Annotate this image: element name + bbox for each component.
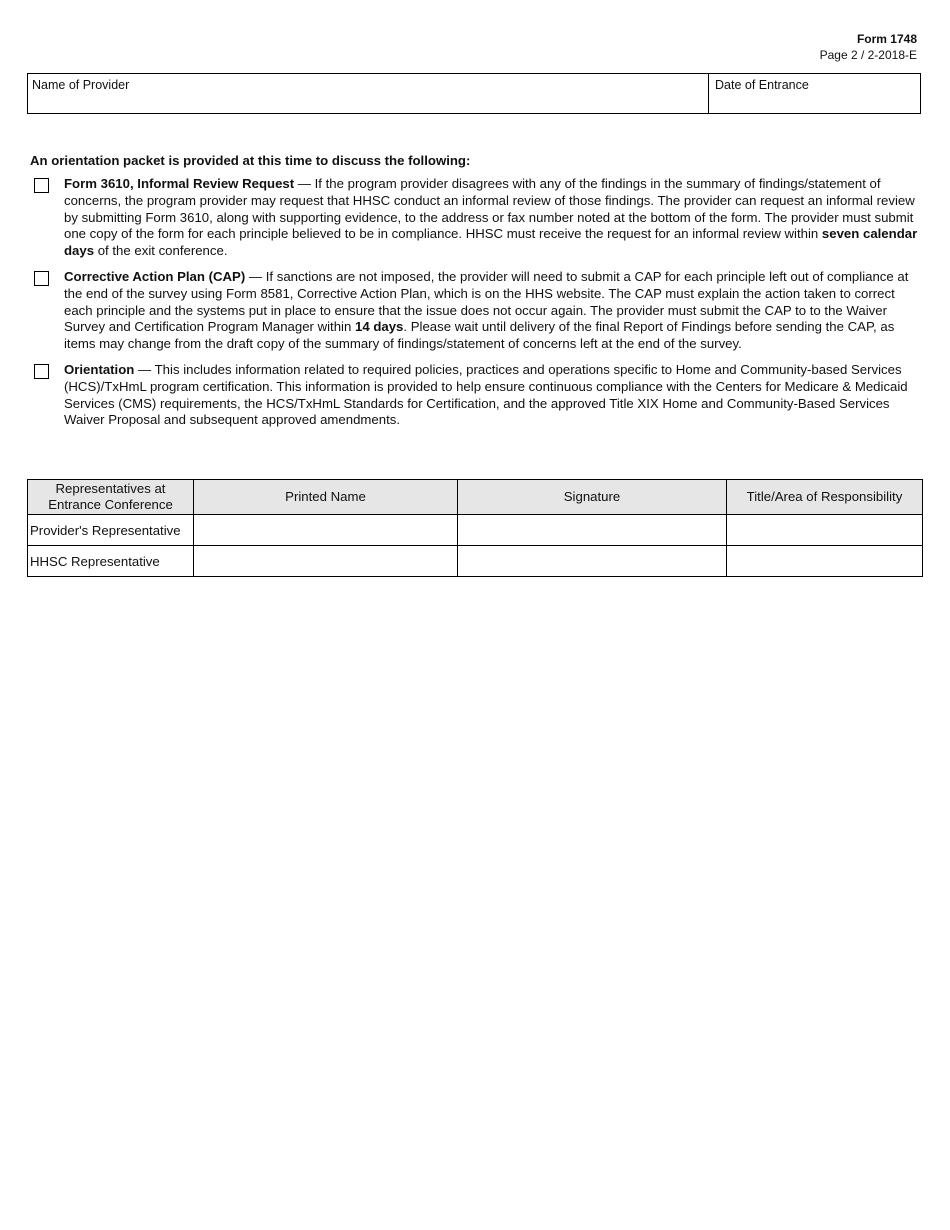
informal-review-checkbox[interactable]: [34, 178, 49, 193]
col-header-printed-name: Printed Name: [194, 480, 458, 515]
page-header: [820, 31, 917, 63]
provider-name-value[interactable]: [32, 93, 704, 109]
table-row: [28, 546, 923, 577]
cap-checkbox[interactable]: [34, 271, 49, 286]
representatives-table: [27, 479, 923, 577]
item-title: Form 3610, Informal Review Request: [64, 176, 295, 191]
item-title: Corrective Action Plan (CAP): [64, 268, 246, 284]
hhsc-rep-title-field[interactable]: [727, 546, 923, 577]
item-title: Orientation: [64, 361, 135, 377]
item-emphasis: seven calendar days: [64, 226, 918, 259]
row-label-provider-rep: Provider's Representative: [28, 515, 194, 546]
provider-rep-signature-field[interactable]: [458, 515, 727, 546]
checklist-item-informal-review: [34, 176, 920, 260]
provider-name-field[interactable]: [28, 74, 709, 113]
checklist-item-cap: [34, 269, 920, 353]
orientation-checkbox[interactable]: [34, 364, 49, 379]
date-of-entrance-value[interactable]: [715, 93, 914, 109]
date-of-entrance-field[interactable]: [709, 74, 920, 113]
item-body: — If sanctions are not imposed, the provider will need to submit a CAP for each principle left out of compliance at the end of the survey using Form 8581, Corrective Action Plan, which is on the HHS website. The CAP must explain the action taken to correct each principle and the systems put in place to ensure that the issue does not occur again. The provider must submit the CAP to to the Waiver Survey and Certification Program Manager within: [64, 268, 909, 335]
col-header-title: Title/Area of Responsibility: [727, 480, 923, 515]
checklist-item-text: [64, 176, 920, 260]
hhsc-rep-signature-field[interactable]: [458, 546, 727, 577]
date-of-entrance-label: Date of Entrance: [715, 78, 809, 92]
item-body: — This includes information related to required policies, practices and operations specific to Home and Community-based Services (HCS)/TxHmL program certification. This information is provided to help ensure continuous compliance with the Centers for Medicare & Medicaid Services (CMS) requirements, the HCS/TxHmL Standards for Certification, and the approved Title XIX Home and Community-Based Services Waiver Proposal and subsequent approved amendments.: [64, 361, 908, 428]
item-body: — If the program provider disagrees with any of the findings in the summary of findings/statement of concerns, the program provider may request that HHSC conduct an informal review of those findings. The provider can request an informal review by submitting Form 3610, along with supporting evidence, to the address or fax number noted at the bottom of the form. The provider must submit one copy of the form for each principle believed to be in compliance. HHSC must receive the request for an informal review within: [64, 176, 915, 242]
provider-rep-title-field[interactable]: [727, 515, 923, 546]
item-body-end: of the exit conference.: [94, 243, 228, 259]
row-label-hhsc-rep: HHSC Representative: [28, 546, 194, 577]
intro-heading: An orientation packet is provided at this time to discuss the following:: [30, 153, 471, 168]
item-body-end: . Please wait until delivery of the final Report of Findings before sending the CAP, as items may change from the draft copy of the summary of findings/statement of concerns left at the end of the survey.: [64, 319, 895, 352]
page-info: Page 2 / 2-2018-E: [819, 48, 917, 62]
checklist-item-text: [64, 269, 920, 353]
table-row: [28, 515, 923, 546]
item-emphasis: 14 days: [355, 319, 404, 335]
checklist-item-orientation: [34, 362, 920, 429]
checklist-item-text: [64, 362, 920, 429]
provider-name-label: Name of Provider: [32, 78, 130, 92]
col-header-representatives: Representatives at Entrance Conference: [28, 480, 194, 515]
hhsc-rep-printed-name-field[interactable]: [194, 546, 458, 577]
checklist: [34, 176, 920, 438]
provider-rep-printed-name-field[interactable]: [194, 515, 458, 546]
col-header-signature: Signature: [458, 480, 727, 515]
table-header-row: [28, 480, 923, 515]
form-number: Form 1748: [856, 32, 917, 46]
provider-info-box: [27, 73, 921, 114]
